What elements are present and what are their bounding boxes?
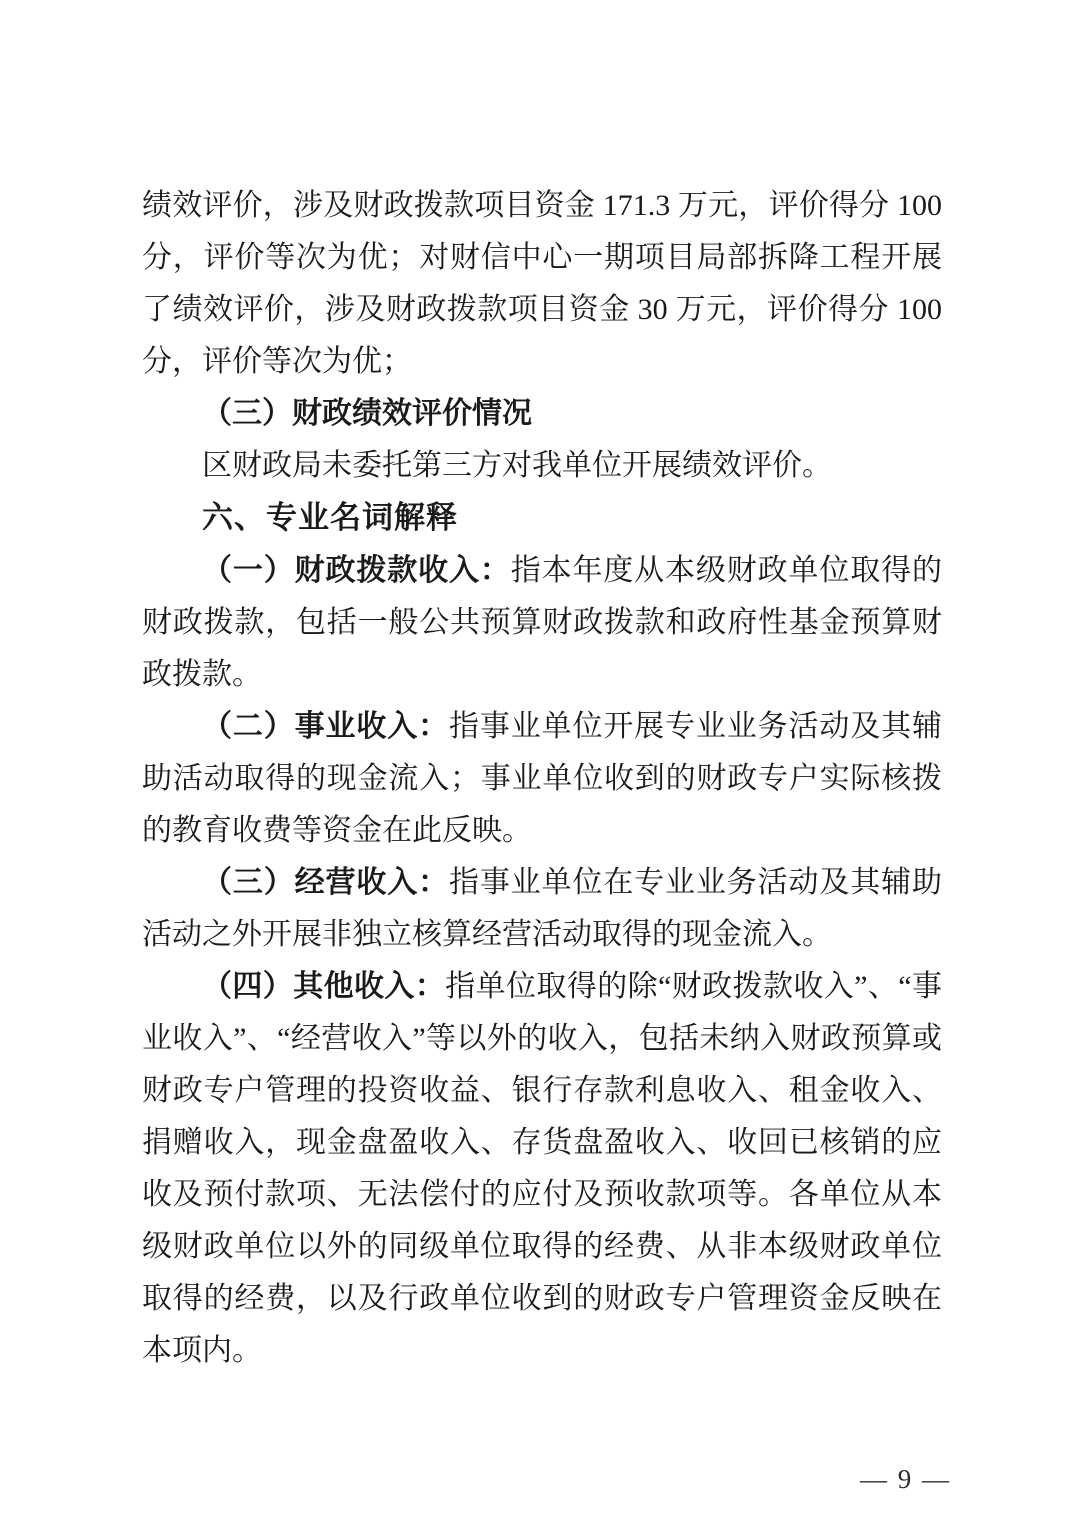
text-segment: 指本年度从本级财政单位取得的财政拨款，包括一般公共预算财政拨款和政府性基金预算财政拨款。 — [142, 554, 943, 691]
text-segment: 绩效评价，涉及财政拨款项目资金 171.3 万元，评价得分 100 分，评价等次为优；对财信中心一期项目局部拆降工程开展了绩效评价，涉及财政拨款项目资金 30 万元，评价得分 100 分，评价等次为优； — [142, 189, 942, 378]
text-segment: 指事业单位开展专业业务活动及其辅助活动取得的现金流入；事业单位收到的财政专户实际核拨的教育收费等资金在此反映。 — [142, 710, 943, 847]
text-segment: （二）事业收入： — [202, 710, 449, 743]
page-footer — [860, 1464, 951, 1495]
document-body — [142, 180, 942, 1377]
text-segment: 指单位取得的除“财政拨款收入”、“事业收入”、“经营收入”等以外的收入，包括未纳入财政预算或财政专户管理的投资收益、银行存款利息收入、租金收入、捐赠收入，现金盘盈收入、存货盘盈收入、收回已核销的应收及预付款项、无法偿付的应付及预收款项等。各单位从本级财政单位以外的同级单位取得的经费、从非本级财政单位取得的经费，以及行政单位收到的财政专户管理资金反映在本项内。 — [142, 970, 942, 1367]
heading-terminology — [142, 492, 942, 545]
para-term-institutional-income — [142, 701, 942, 857]
para-term-business-income — [142, 857, 942, 961]
page-number: — 9 — — [860, 1464, 951, 1494]
text-segment: （三）财政绩效评价情况 — [202, 397, 532, 430]
para-term-fiscal-appropriation-income — [142, 545, 942, 701]
text-segment: 指事业单位在专业业务活动及其辅助活动之外开展非独立核算经营活动取得的现金流入。 — [142, 866, 943, 951]
para-fiscal-performance-evaluation — [142, 440, 942, 492]
para-term-other-income — [142, 961, 942, 1377]
heading-fiscal-performance-evaluation — [142, 388, 942, 440]
text-segment: 六、专业名词解释 — [202, 500, 458, 535]
para-project-performance-continued — [142, 180, 942, 388]
text-segment: （四）其他收入： — [202, 970, 446, 1003]
text-segment: （三）经营收入： — [202, 866, 449, 899]
text-segment: （一）财政拨款收入： — [202, 554, 511, 587]
text-segment: 区财政局未委托第三方对我单位开展绩效评价。 — [202, 449, 832, 482]
